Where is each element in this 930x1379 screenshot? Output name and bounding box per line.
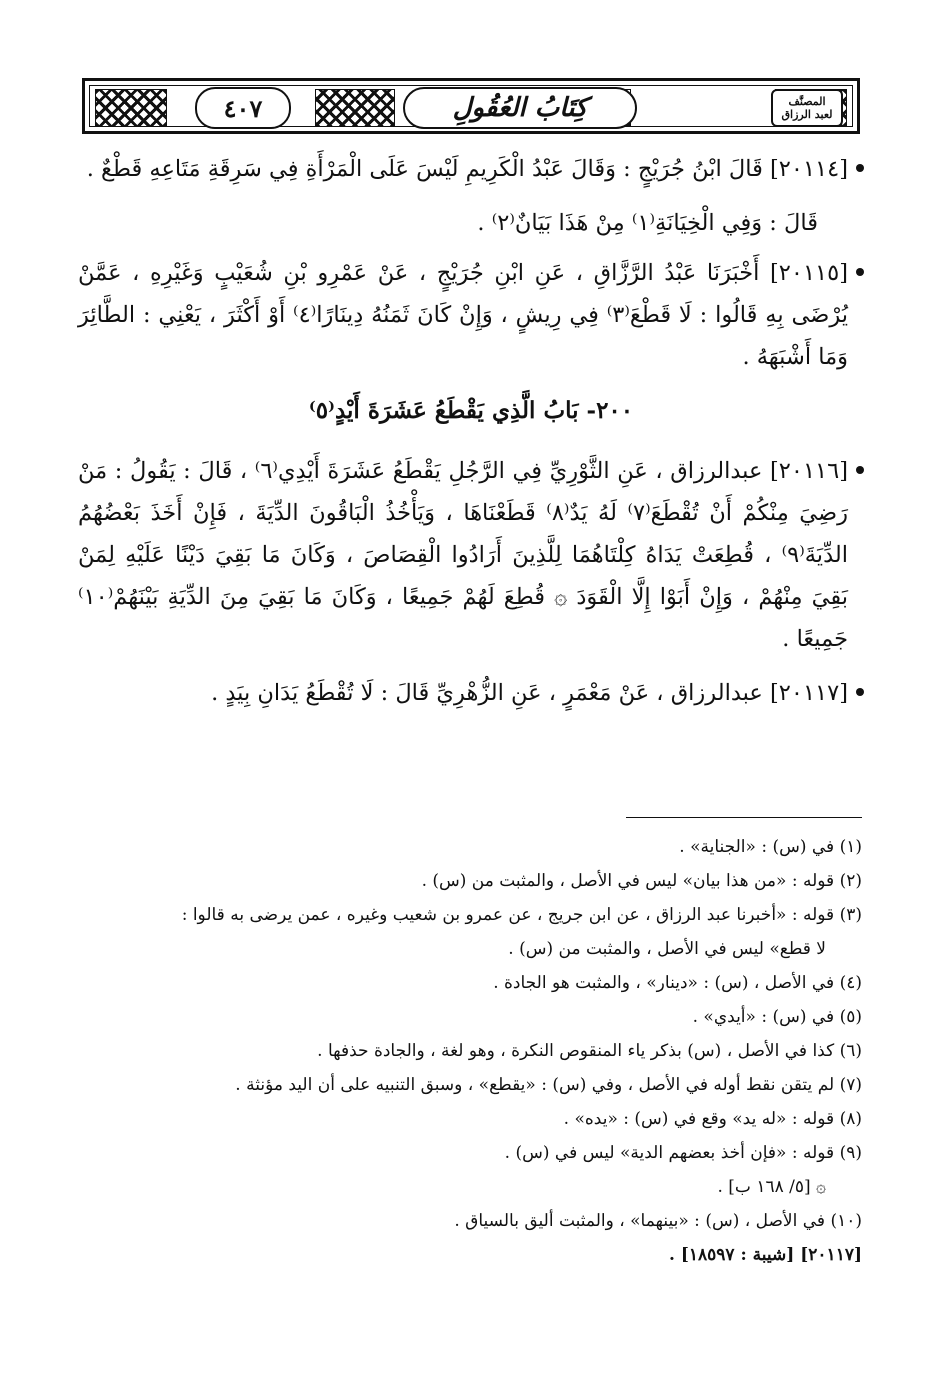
footnote: (٥) في (س) : «أيدي» . (692, 1007, 862, 1027)
page-header (82, 78, 860, 134)
page-number: ٤٠٧ (223, 93, 263, 123)
main-text (78, 148, 864, 726)
footnote: (١) في (س) : «الجناية» . (679, 837, 862, 857)
footnote: (٢) قوله : «من هذا بيان» ليس في الأصل ، والمثبت من (س) . (421, 871, 862, 891)
hadith-text: [٢٠١١٤] قَالَ ابْنُ جُرَيْجٍ : وَقَالَ عَبْدُ الْكَرِيمِ لَيْسَ عَلَى الْمَرْأَةِ فِي سَرِقَةِ مَتَاعِهِ قَطْعٌ . (86, 156, 848, 182)
bullet-icon (856, 466, 864, 474)
footnote-separator (626, 817, 862, 818)
footnote: (٤) في الأصل ، (س) : «دينار» ، والمثبت هو الجادة . (493, 973, 862, 993)
footnote: (٩) قوله : «فإن أخذ بعضهم الدية» ليس في (س) . (504, 1143, 862, 1163)
bullet-icon (856, 164, 864, 172)
source-reference: [٢٠١١٧] [شيبة : ١٨٥٩٧] . (669, 1245, 862, 1265)
hadith-20114 (78, 148, 864, 190)
publisher-logo (771, 89, 843, 127)
page-number-cartouche (195, 87, 291, 129)
footnote: (٣) قوله : «أخبرنا عبد الرزاق ، عن ابن جريج ، عن عمرو بن شعيب وغيره ، عمن يرضى به قالوا : (181, 905, 862, 925)
hadith-text: [٢٠١١٧] عبدالرزاق ، عَنْ مَعْمَرٍ ، عَنِ الزُّهْرِيِّ قَالَ : لَا تُقْطَعُ يَدَانِ بِيَدٍ . (211, 680, 848, 706)
footnote: (٦) كذا في الأصل ، (س) بذكر ياء المنقوص النكرة ، وهو لغة ، والجادة حذفها . (317, 1041, 862, 1061)
hadith-20116 (78, 450, 864, 660)
bullet-icon (856, 268, 864, 276)
footnote: (٨) قوله : «له يد» وقع في (س) : «يده» . (563, 1109, 862, 1129)
hadith-20114-continuation (78, 202, 864, 244)
logo-line-2: لعبد الرزاق (781, 108, 833, 121)
hadith-20115 (78, 252, 864, 378)
footnote-continuation: لا قطع» ليس في الأصل ، والمثبت من (س) . (508, 939, 826, 959)
hadith-20117 (78, 672, 864, 714)
hadith-text: [٢٠١١٦] عبدالرزاق ، عَنِ الثَّوْرِيِّ فِي الرَّجُلِ يَقْطَعُ عَشَرَةَ أَيْدِي⁽٦⁾ ، قَالَ : يَقُولُ : مَنْ رَضِيَ مِنْكُمْ أَنْ تُقْطَعَ⁽٧⁾ لَهُ يَدٌ⁽٨⁾ قَطَعْنَاهَا ، وَيَأْخُذُ الْبَاقُونَ الدِّيَةَ ، فَإِنْ أَخَذَ بَعْضُهُمُ الدِّيَةَ⁽٩⁾ ، قُطِعَتْ يَدَاهُ كِلْتَاهُمَا لِلَّذِينَ أَرَادُوا الْقِصَاصَ ، وَكَانَ مَا بَقِيَ دَيْنًا عَلَيْهِ لِمَنْ بَقِيَ مِنْهُمْ ، وَإِنْ أَبَوْا إِلَّا الْقَوَدَ ۞ قُطِعَ لَهُمْ جَمِيعًا ، وَكَانَ مَا بَقِيَ مِنَ الدِّيَةِ بَيْنَهُمْ⁽١٠⁾ جَمِيعًا . (78, 458, 848, 652)
ornament-mid-left (315, 89, 395, 127)
chapter-heading: ٢٠٠- بَابُ الَّذِي يَقْطَعُ عَشَرَةَ أَيْدٍ⁽٥⁾ (308, 397, 634, 424)
hadith-subline: قَالَ : وَفِي الْخِيَانَةِ⁽١⁾ مِنْ هَذَا بَيَانٌ⁽٢⁾ . (477, 210, 818, 236)
bullet-icon (856, 688, 864, 696)
footnotes (80, 830, 862, 1272)
book-title-cartouche (403, 87, 637, 129)
folio-reference: ۞ [٥/ ١٦٨ ب] . (717, 1177, 826, 1197)
book-title: كِتَابُ العُقُولِ (452, 93, 588, 123)
ornament-left (95, 89, 167, 127)
footnote: (١٠) في الأصل ، (س) : «بينهما» ، والمثبت أليق بالسياق . (454, 1211, 862, 1231)
logo-line-1: المصنَّف (788, 95, 826, 108)
hadith-text: [٢٠١١٥] أَخْبَرَنَا عَبْدُ الرَّزَّاقِ ، عَنِ ابْنِ جُرَيْجٍ ، عَنْ عَمْرِو بْنِ شُعَيْبٍ وَغَيْرِهِ ، عَمَّنْ يُرْضَى بِهِ قَالُوا : لَا قَطْعَ⁽٣⁾ فِي رِيشٍ ، وَإِنْ كَانَ ثَمَنُهُ دِينَارًا⁽٤⁾ أَوْ أَكْثَرَ ، يَعْنِي : الطَّائِرَ وَمَا أَشْبَهَهُ . (78, 260, 848, 370)
footnote: (٧) لم يتقن نقط أوله في الأصل ، وفي (س) : «يقطع» ، وسبق التنبيه على أن اليد مؤنثة . (235, 1075, 862, 1095)
